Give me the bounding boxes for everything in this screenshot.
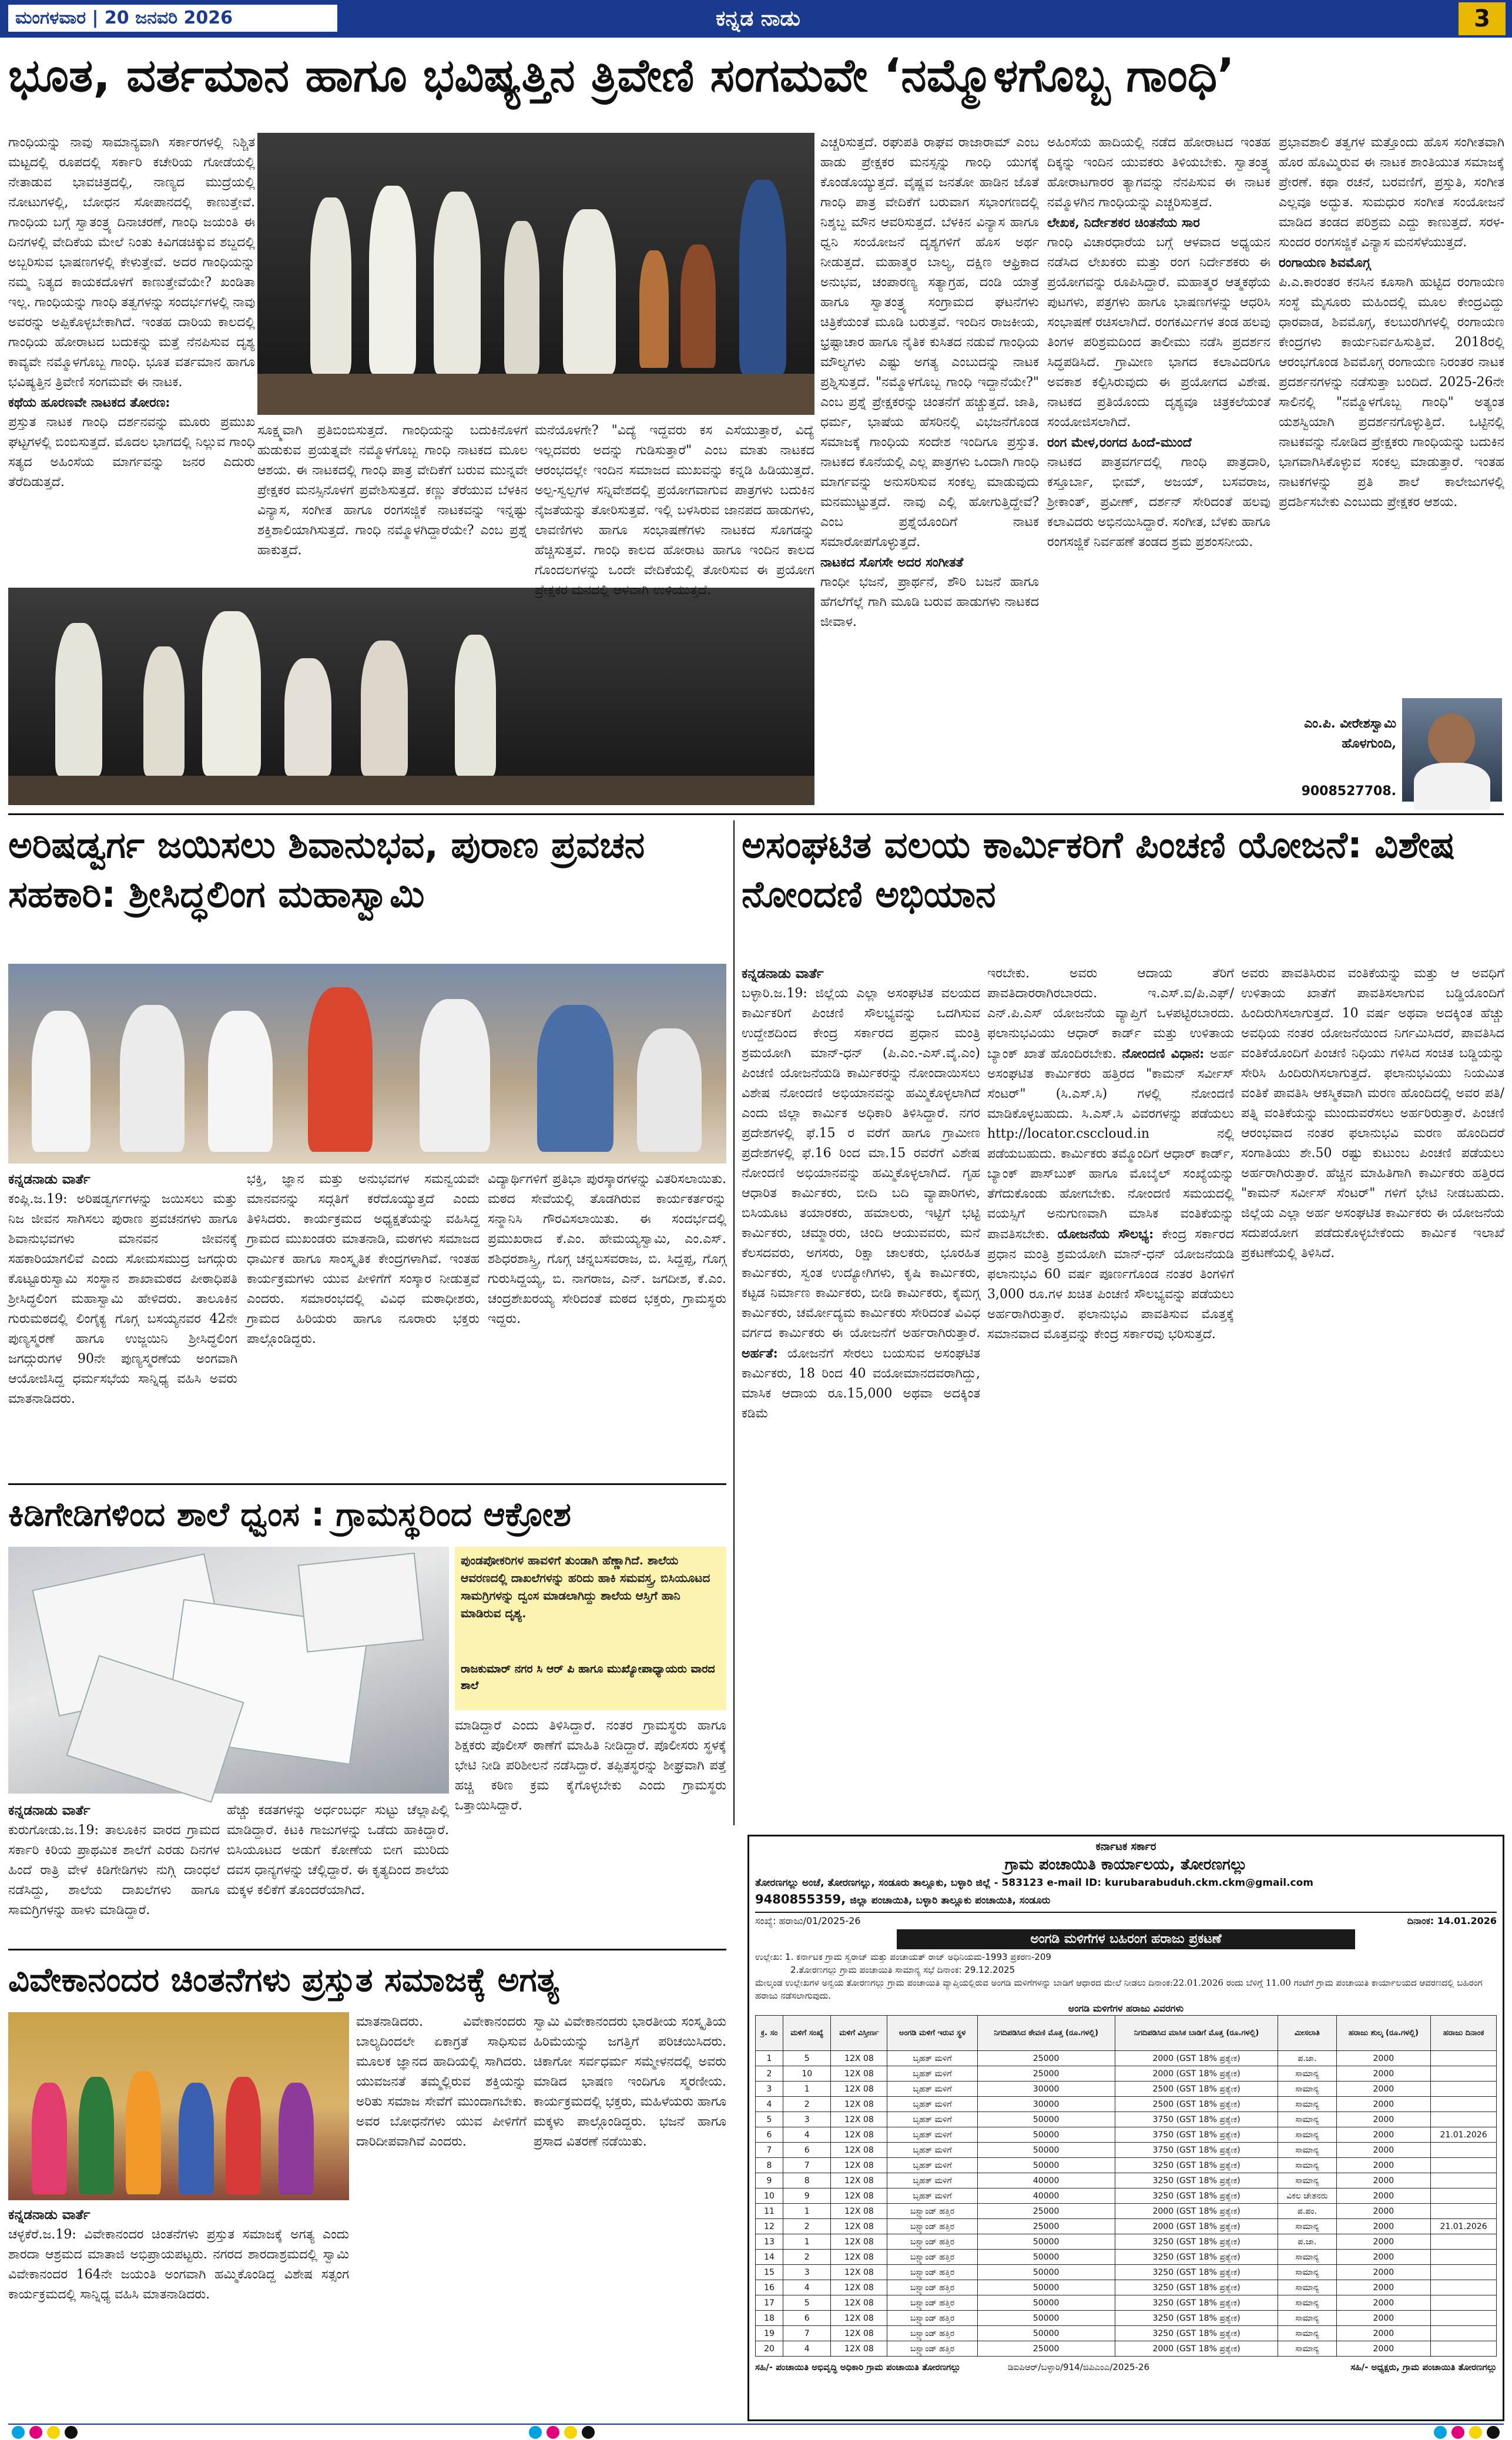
tender-cell: 12X 08 [831, 2204, 887, 2219]
tender-sign-left: ಸಹಿ/- ಪಂಚಾಯಿತಿ ಅಭಿವೃದ್ಧಿ ಅಧಿಕಾರಿ ಗ್ರಾಮ ಪಂಚಾಯಿತಿ ತೋರಣಗಲ್ಲು [755, 2362, 961, 2372]
registration-dot-black-3 [1487, 2426, 1500, 2439]
tender-cell: ಪ.ಜಾ. [1278, 2234, 1336, 2250]
tender-cell: ಸಾಮಾನ್ಯ [1278, 2326, 1336, 2341]
tender-col-header: ಅಂಗಡಿ ಮಳಿಗೆ ಇರುವ ಸ್ಥಳ [887, 2016, 977, 2051]
tender-cell: ಸಾಮಾನ್ಯ [1278, 2082, 1336, 2097]
story3-col2: ಇರಬೇಕು. ಅವರು ಆದಾಯ ತೆರಿಗೆ ಪಾವತಿದಾರರಾಗಿರಬಾರದು. ಇ.ಎಸ್.ಐ/ಪಿ.ಎಫ್/ಎನ್.ಪಿ.ಎಸ್ ಯೋಜನೆಯ ವ್ಯಾಪ್ತಿಗೆ ಒಳಪಟ್ಟಿರಬಾರದು. ಫಲಾನುಭವಿಯು ಆಧಾರ್ ಕಾರ್ಡ್ ಮತ್ತು ಉಳಿತಾಯ ಬ್ಯಾಂಕ್ ಖಾತೆ ಹೊಂದಿರಬೇಕು. ನೋಂದಣಿ ವಿಧಾನ: ಅರ್ಹ ಅಸಂಘಟಿತ ಕಾರ್ಮಿಕರು ಹತ್ತಿರದ "ಕಾಮನ್ ಸರ್ವೀಸ್ ಸೆಂಟರ್" (ಸಿ.ಎಸ್.ಸಿ) ಗಳಲ್ಲಿ ನೋಂದಣಿ ಮಾಡಿಕೊಳ್ಳಬಹುದು. ಸಿ.ಎಸ್.ಸಿ ವಿವರಗಳನ್ನು ಪಡೆಯಲು http://locator.csccloud.in ನಲ್ಲಿ ಪಡೆಯಬಹುದು. ಕಾರ್ಮಿಕರು ತಮ್ಮೊಂದಿಗೆ ಆಧಾರ್ ಕಾರ್ಡ್, ಬ್ಯಾಂಕ್ ಪಾಸ್‌ಬುಕ್ ಹಾಗೂ ಮೊಬೈಲ್ ಸಂಖ್ಯೆಯನ್ನು ತೆಗೆದುಕೊಂಡು ಹೋಗಬೇಕು. ನೋಂದಣಿ ಸಮಯದಲ್ಲಿ ವಯಸ್ಸಿಗೆ ಅನುಗುಣವಾಗಿ ಮಾಸಿಕ ವಂತಿಕೆಯನ್ನು ಪಾವತಿಸಬೇಕು. ಯೋಜನೆಯ ಸೌಲಭ್ಯ: ಕೇಂದ್ರ ಸರ್ಕಾರದ ಪ್ರಧಾನ ಮಂತ್ರಿ ಶ್ರಮಯೋಗಿ ಮಾನ್-ಧನ್ ಯೋಜನೆಯಡಿ ಫಲಾನುಭವಿ 60 ವರ್ಷ ಪೂರ್ಣಗೊಂಡ ನಂತರ ತಿಂಗಳಿಗೆ 3,000 ರೂ.ಗಳ ಖಚಿತ ಪಿಂಚಣಿ ಸೌಲಭ್ಯವನ್ನು ಪಡೆಯಲು ಅರ್ಹರಾಗಿರುತ್ತಾರೆ. ಫಲಾನುಭವಿ ಪಾವತಿಸುವ ಮೊತ್ತಕ್ಕೆ ಸಮಾನವಾದ ಮೊತ್ತವನ್ನು ಕೇಂದ್ರ ಸರ್ಕಾರವು ಭರಿಸುತ್ತದೆ. [987, 966, 1234, 1342]
tender-cell: 50000 [977, 2280, 1115, 2295]
lead-col1: ಗಾಂಧಿಯನ್ನು ನಾವು ಸಾಮಾನ್ಯವಾಗಿ ಸರ್ಕಾರಗಳಲ್ಲಿ ನಿಶ್ಚಿತ ಮಟ್ಟದಲ್ಲಿ ರೂಪದಲ್ಲಿ ಸರ್ಕಾರಿ ಕಚೇರಿಯ ಗೋಡೆಯಲ್ಲಿ ನೇತಾಡುವ ಭಾವಚಿತ್ರದಲ್ಲಿ, ನಾಣ್ಯದ ಮುದ್ರೆಯಲ್ಲಿ ನೋಟುಗಳಲ್ಲಿ, ಬೋಧನ ಸೋಪಾನದಲ್ಲಿ ಕಾಣುತ್ತೇವೆ. ಗಾಂಧಿಯ ಬಗ್ಗೆ ಸ್ವಾತಂತ್ರ್ಯ ದಿನಾಚರಣೆ, ಗಾಂಧಿ ಜಯಂತಿ ಈ ದಿನಗಳಲ್ಲಿ ವೇದಿಕೆಯ ಮೇಲೆ ನಿಂತು ಕಿವಿಗಡಚಿಕ್ಕುವ ಶಬ್ದದಲ್ಲಿ ಅಬ್ಬರಿಸುವ ಭಾಷಣಗಳಲ್ಲಿ ಕೇಳುತ್ತೇವೆ. ಅದರ ಗಾಂಧಿಯನ್ನು ನಮ್ಮ ನಿತ್ಯದ ಕಾಯಕದೊಳಗೆ ಕಾಣುತ್ತೇವೆಯೇ? ಖಂಡಿತಾ ಇಲ್ಲ. ಗಾಂಧಿಯನ್ನು ಗಾಂಧಿ ತತ್ವಗಳನ್ನು ಸಂದರ್ಭಗಳಲ್ಲಿ ನಾವು ಅವರನ್ನು ಅಪ್ಪಿಕೊಳ್ಳಬೇಕಾಗಿದೆ. ಇಂತಹ ದಾರಿಯ ಕಾಲದಲ್ಲಿ ಗಾಂಧಿಯ ಹೋರಾಟದ ಬದುಕನ್ನು ಮತ್ತೆ ನೆನಪಿಸುವ ದೃಶ್ಯ ಕಾವ್ಯವೇ ನಮ್ಮೊಳಗೊಬ್ಬ ಗಾಂಧಿ. ಭೂತ ವರ್ತಮಾನ ಹಾಗೂ ಭವಿಷ್ಯತ್ತಿನ ತ್ರಿವೇಣಿ ಸಂಗಮವೇ ಈ ನಾಟಕ. ಕಥೆಯ ಹೂರಣವೇ ನಾಟಕದ ತೋರಣ: ಪ್ರಸ್ತುತ ನಾಟಕ ಗಾಂಧಿ ದರ್ಶನವನ್ನು ಮೂರು ಪ್ರಮುಖ ಘಟ್ಟಗಳಲ್ಲಿ ಬಿಂಬಿಸುತ್ತದೆ. ಮೊದಲ ಭಾಗದಲ್ಲಿ ನಿಲ್ಲುವ ಗಾಂಧಿ ಸತ್ಯದ ಅಹಿಂಸೆಯ ಮಾರ್ಗವನ್ನು ಜನರ ಎದುರು ತೆರೆದಿಡುತ್ತದೆ. [8, 135, 255, 490]
tender-cell: 17 [756, 2295, 783, 2311]
tender-taluk: ಜಿಲ್ಲಾ ಪಂಚಾಯಿತಿ, ಬಳ್ಳಾರಿ ತಾಲ್ಲೂಕು ಪಂಚಾಯಿತಿ, ಸಂಡೂರು [850, 1895, 1051, 1906]
tender-cell: 21.01.2026 [1431, 2127, 1497, 2143]
tender-cell: 12X 08 [831, 2127, 887, 2143]
tender-row [756, 2265, 1497, 2280]
tender-govt: ಕರ್ನಾಟಕ ಸರ್ಕಾರ [1095, 1841, 1156, 1853]
tender-cell: 2000 [1336, 2341, 1431, 2357]
tender-cell: 3750 (GST 18% ಪ್ರತ್ಯೇಕ) [1115, 2143, 1278, 2158]
story5-col3: ಸ್ವಾಮಿ ವಿವೇಕಾನಂದರು ಭಾರತೀಯ ಸಂಸ್ಕೃತಿಯ ಹಿರಿಮೆಯನ್ನು ಜಗತ್ತಿಗೆ ಪರಿಚಯಿಸಿದರು. ಚಿಕಾಗೋ ಸರ್ವಧರ್ಮ ಸಮ್ಮೇಳನದಲ್ಲಿ ಅವರು ಮಾಡಿದ ಭಾಷಣ ಇಂದಿಗೂ ಸ್ಮರಣೀಯ. ಕಾರ್ಯಕ್ರಮದಲ್ಲಿ ಭಕ್ತರು, ಮಹಿಳೆಯರು ಹಾಗೂ ಮಕ್ಕಳು ಪಾಲ್ಗೊಂಡಿದ್ದರು. ಭಜನೆ ಹಾಗೂ ಪ್ರಸಾದ ವಿತರಣೆ ನಡೆಯಿತು. [534, 2015, 726, 2149]
section-divider-3 [8, 1949, 726, 1950]
tender-cell: 7 [783, 2326, 831, 2341]
tender-row [756, 2311, 1497, 2326]
tender-cell: 2000 [1336, 2173, 1431, 2188]
tender-cell: 50000 [977, 2112, 1115, 2127]
tender-cell [1431, 2326, 1497, 2341]
author-phone: 9008527708. [1301, 784, 1396, 799]
tender-cell: 3 [756, 2082, 783, 2097]
tender-cell: 12X 08 [831, 2311, 887, 2326]
registration-dot-black [65, 2426, 78, 2439]
story3-subhead-benefits: ಯೋಜನೆಯ ಸೌಲಭ್ಯ: [1057, 1226, 1154, 1242]
tender-cell: 25000 [977, 2066, 1115, 2082]
tender-cell: 2000 [1336, 2204, 1431, 2219]
tender-row [756, 2051, 1497, 2066]
tender-cell: 12X 08 [831, 2234, 887, 2250]
tender-cell: ಸಾಮಾನ್ಯ [1278, 2097, 1336, 2112]
tender-cell: 9 [783, 2188, 831, 2204]
registration-dot-cyan-3 [1434, 2426, 1447, 2439]
tender-cell: 3250 (GST 18% ಪ್ರತ್ಯೇಕ) [1115, 2158, 1278, 2173]
tender-cell: ಸಾಮಾನ್ಯ [1278, 2280, 1336, 2295]
tender-cell: 2 [783, 2250, 831, 2265]
tender-cell: 50000 [977, 2250, 1115, 2265]
tender-cell: 12X 08 [831, 2219, 887, 2234]
lead-photo-stage-1 [257, 133, 814, 415]
registration-dot-yellow [47, 2426, 60, 2439]
tender-cell: ಸಾಮಾನ್ಯ [1278, 2341, 1336, 2357]
tender-cell: 3250 (GST 18% ಪ್ರತ್ಯೇಕ) [1115, 2188, 1278, 2204]
tender-cell: 2000 (GST 18% ಪ್ರತ್ಯೇಕ) [1115, 2051, 1278, 2066]
tender-cell: 25000 [977, 2341, 1115, 2357]
tender-cell: 8 [783, 2173, 831, 2188]
tender-row [756, 2097, 1497, 2112]
tender-cell: 3250 (GST 18% ಪ್ರತ್ಯೇಕ) [1115, 2265, 1278, 2280]
tender-address: ತೋರಣಗಲ್ಲು ಅಂಚೆ, ತೋರಣಗಲ್ಲು, ಸಂಡೂರು ತಾಲ್ಲೂಕು, ಬಳ್ಳಾರಿ ಜಿಲ್ಲೆ - 583123 e-mail ID: kurubarabuduh.ckm.ckm@gmail.com [755, 1877, 1314, 1889]
tender-cell: 3250 (GST 18% ಪ್ರತ್ಯೇಕ) [1115, 2311, 1278, 2326]
tender-cell: 2000 (GST 18% ಪ್ರತ್ಯೇಕ) [1115, 2204, 1278, 2219]
tender-cell: ಬೃಹತ್ ಮಳಿಗೆ [887, 2188, 977, 2204]
tender-cell: 1 [756, 2051, 783, 2066]
tender-cell: ಸಾಮಾನ್ಯ [1278, 2173, 1336, 2188]
tender-cell: ಬಸ್ಟ್ಯಾಂಡ್ ಹತ್ತಿರ [887, 2219, 977, 2234]
tender-title: ಅಂಗಡಿ ಮಳಿಗೆಗಳ ಬಹಿರಂಗ ಹರಾಜು ಪ್ರಕಟಣೆ [897, 1929, 1355, 1949]
tender-cell: ಬೃಹತ್ ಮಳಿಗೆ [887, 2143, 977, 2158]
tender-cell: 12X 08 [831, 2158, 887, 2173]
tender-cell [1431, 2082, 1497, 2097]
masthead-date: ಮಂಗಳವಾರ | 20 ಜನವರಿ 2026 [8, 5, 337, 32]
lead-photo-stage-2 [8, 588, 814, 805]
tender-cell: ಬಸ್ಟ್ಯಾಂಡ್ ಹತ್ತಿರ [887, 2295, 977, 2311]
tender-cell: 2000 [1336, 2066, 1431, 2082]
page-number-badge: 3 [1459, 2, 1506, 35]
tender-cell: 3250 (GST 18% ಪ್ರತ್ಯೇಕ) [1115, 2250, 1278, 2265]
tender-cell: 12 [756, 2219, 783, 2234]
tender-cell: 50000 [977, 2326, 1115, 2341]
tender-row [756, 2127, 1497, 2143]
tender-cell [1431, 2234, 1497, 2250]
tender-cell: 12X 08 [831, 2112, 887, 2127]
tender-cell: 10 [783, 2066, 831, 2082]
tender-cell: 30000 [977, 2097, 1115, 2112]
lead-headline: ಭೂತ, ವರ್ತಮಾನ ಹಾಗೂ ಭವಿಷ್ಯತ್ತಿನ ತ್ರಿವೇಣಿ ಸಂಗಮವೇ ‘ನಮ್ಮೊಳಗೊಬ್ಬ ಗಾಂಧಿ’ [8, 49, 1235, 102]
tender-ref-line [755, 1912, 1497, 1928]
registration-dot-yellow-3 [1469, 2426, 1482, 2439]
tender-cell: 12X 08 [831, 2082, 887, 2097]
tender-cell: ಬೃಹತ್ ಮಳಿಗೆ [887, 2112, 977, 2127]
author-name: ಎಂ.ಪಿ. ವೀರೇಶಸ್ವಾಮಿ ಹೊಳಗುಂದಿ, [1304, 716, 1396, 751]
tender-cell [1431, 2173, 1497, 2188]
tender-cell [1431, 2341, 1497, 2357]
tender-cell: ಪ.ಜಾ. [1278, 2051, 1336, 2066]
tender-cell: ಸಾಮಾನ್ಯ [1278, 2158, 1336, 2173]
section-divider-2 [8, 1483, 726, 1485]
tender-cell: 12X 08 [831, 2326, 887, 2341]
tender-cell: 2000 [1336, 2082, 1431, 2097]
tender-cell: 2000 (GST 18% ಪ್ರತ್ಯೇಕ) [1115, 2066, 1278, 2082]
tender-cell: 12X 08 [831, 2265, 887, 2280]
tender-col-header: ಮೀಸಲಾತಿ [1278, 2016, 1336, 2051]
tender-cell: 2000 [1336, 2219, 1431, 2234]
tender-ullekha-2: 2.ತೋರಣಗಲ್ಲು ಗ್ರಾಮ ಪಂಚಾಯಿತಿ ಸಾಮಾನ್ಯ ಸಭೆ ದಿನಾಂಕ: 29.12.2025 [790, 1965, 1015, 1975]
story2-headline: ಅರಿಷಡ್ವರ್ಗ ಜಯಿಸಲು ಶಿವಾನುಭವ, ಪುರಾಣ ಪ್ರವಚನ ಸಹಕಾರಿ: ಶ್ರೀಸಿದ್ಧಲಿಂಗ ಮಹಾಸ್ವಾಮಿ [8, 823, 645, 916]
tender-cell: 7 [756, 2143, 783, 2158]
tender-cell: ಬೃಹತ್ ಮಳಿಗೆ [887, 2127, 977, 2143]
tender-cell: 7 [783, 2158, 831, 2173]
tender-cell: ಬಸ್ಟ್ಯಾಂಡ್ ಹತ್ತಿರ [887, 2311, 977, 2326]
tender-cell: 6 [756, 2127, 783, 2143]
tender-cell: 6 [783, 2143, 831, 2158]
tender-cell: 18 [756, 2311, 783, 2326]
author-photo [1402, 698, 1502, 802]
tender-cell: ಬೃಹತ್ ಮಳಿಗೆ [887, 2173, 977, 2188]
tender-cell: 2 [783, 2219, 831, 2234]
registration-dot-magenta-2 [547, 2426, 559, 2439]
tender-row [756, 2143, 1497, 2158]
story2-col3: ವಿದ್ಯಾರ್ಥಿಗಳಿಗೆ ಪ್ರತಿಭಾ ಪುರಸ್ಕಾರಗಳನ್ನು ವಿತರಿಸಲಾಯಿತು. ಮಠದ ಸೇವೆಯಲ್ಲಿ ತೊಡಗಿರುವ ಕಾರ್ಯಕರ್ತರನ್ನು ಸನ್ಮಾನಿಸಿ ಗೌರವಿಸಲಾಯಿತು. ಈ ಸಂದರ್ಭದಲ್ಲಿ ಪ್ರಮುಖರಾದ ಕೆ.ಎಂ. ಹೇಮಯ್ಯಸ್ವಾಮಿ, ಎಂ.ಎಸ್. ಶಶಿಧರಶಾಸ್ತ್ರಿ, ಗೊಗ್ಗ ಚನ್ನಬಸವರಾಜ, ಬಿ. ಸಿದ್ದಪ್ಪ, ಗೊಗ್ಗ ಗುರುಸಿದ್ದಯ್ಯ, ಬಿ. ನಾಗರಾಜ, ಎನ್. ಜಗದೀಶ, ಕೆ.ಎಂ. ಚಂದ್ರಶೇಖರಯ್ಯ ಸೇರಿದಂತೆ ಮಠದ ಭಕ್ತರು, ಗ್ರಾಮಸ್ಥರು ಇದ್ದರು. [488, 1172, 726, 1326]
tender-table [755, 2015, 1497, 2357]
tender-cell: 1 [783, 2082, 831, 2097]
tender-cell: ಸಾಮಾನ್ಯ [1278, 2143, 1336, 2158]
tender-cell: ಬಸ್ಟ್ಯಾಂಡ್ ಹತ್ತಿರ [887, 2234, 977, 2250]
tender-cell: 50000 [977, 2295, 1115, 2311]
tender-cell: 2 [756, 2066, 783, 2082]
tender-cell: 3250 (GST 18% ಪ್ರತ್ಯೇಕ) [1115, 2173, 1278, 2188]
story4-caption-credit: ರಾಜಕುಮಾರ್ ನಗರ ಸಿ ಆರ್ ಪಿ ಹಾಗೂ ಮುಖ್ಯೋಪಾಧ್ಯಾಯರು ವಾರದ ಶಾಲೆ [461, 1663, 715, 1692]
tender-cell: ಸಾಮಾನ್ಯ [1278, 2250, 1336, 2265]
lead-col5: ಪ್ರಭಾವಶಾಲಿ ತತ್ವಗಳ ಮತ್ತೊಂದು ಹೊಸ ಸಂಗೀತವಾಗಿ ಹೊರ ಹೊಮ್ಮಿರುವ ಈ ನಾಟಕ ಶಾಂತಿಯುತ ಸಮಾಜಕ್ಕೆ ಪ್ರೇರಣೆ. ಕಥಾ ರಚನೆ, ಬರವಣಿಗೆ, ಪ್ರಸ್ತುತಿ, ಸಂಗೀತ ಎಲ್ಲವೂ ಅದ್ಭುತ. ಸುಮಧುರ ಸಂಗೀತ ಸಂಯೋಜನೆ ಮಾಡಿದ ತಂಡದ ಪರಿಶ್ರಮ ಎದ್ದು ಕಾಣುತ್ತದೆ. ಸರಳ-ಸುಂದರ ರಂಗಸಜ್ಜಿಕೆ ವಿನ್ಯಾಸ ಮನಸೆಳೆಯುತ್ತದೆ. ರಂಗಾಯಣ ಶಿವಮೊಗ್ಗ ಪಿ.ಎ.ಕಾರಂತರ ಕನಸಿನ ಕೂಸಾಗಿ ಹುಟ್ಟಿದ ರಂಗಾಯಣ ಸಂಸ್ಥೆ ಮೈಸೂರು ಮಹಿಂದಲ್ಲಿ ಮೂಲ ಕೇಂದ್ರವಿದ್ದು ಧಾರವಾಡ, ಶಿವಮೊಗ್ಗ, ಕಲಬುರಗಿಗಳಲ್ಲಿ ರಂಗಾಯಣ ಕೇಂದ್ರಗಳು ಕಾರ್ಯನಿರ್ವಹಿಸುತ್ತಿವೆ. 2018ರಲ್ಲಿ ಆರಂಭಗೊಂಡ ಶಿವಮೊಗ್ಗ ರಂಗಾಯಣ ನಿರಂತರ ನಾಟಕ ಪ್ರದರ್ಶನಗಳನ್ನು ನಡೆಸುತ್ತಾ ಬಂದಿದೆ. 2025-26ನೇ ಸಾಲಿನಲ್ಲಿ "ನಮ್ಮೊಳಗೊಬ್ಬ ಗಾಂಧಿ" ಅತ್ಯಂತ ಯಶಸ್ವಿಯಾಗಿ ಪ್ರದರ್ಶನಗೊಳ್ಳುತ್ತಿದೆ. ಒಟ್ಟಿನಲ್ಲಿ ನಾಟಕವನ್ನು ನೋಡಿದ ಪ್ರೇಕ್ಷಕರು ಗಾಂಧಿಯನ್ನು ಬದುಕಿನ ಭಾಗವಾಗಿಸಿಕೊಳ್ಳುವ ಸಂಕಲ್ಪ ಮಾಡುತ್ತಾರೆ. ಇಂತಹ ನಾಟಕಗಳನ್ನು ಪ್ರತಿ ಶಾಲೆ ಕಾಲೇಜುಗಳಲ್ಲಿ ಪ್ರದರ್ಶಿಸಬೇಕು ಎಂಬುದು ಪ್ರೇಕ್ಷಕರ ಆಶಯ. [1279, 135, 1504, 510]
tender-table-title: ಅಂಗಡಿ ಮಳಿಗೆಗಳ ಹರಾಜು ವಿವರಗಳು [1068, 2003, 1184, 2014]
tender-cell: ಸಾಮಾನ್ಯ [1278, 2112, 1336, 2127]
tender-cell: 1 [783, 2204, 831, 2219]
story2-photo [8, 964, 726, 1164]
lead-subhead-1: ಕಥೆಯ ಹೂರಣವೇ ನಾಟಕದ ತೋರಣ: [8, 395, 170, 410]
tender-cell: 50000 [977, 2143, 1115, 2158]
lead-subhead-2: ಲೇಖಕ, ನಿರ್ದೇಶಕರ ಚಿಂತನೆಯ ಸಾರ [1047, 215, 1200, 230]
tender-row [756, 2204, 1497, 2219]
tender-cell: 2000 [1336, 2127, 1431, 2143]
tender-cell: 20 [756, 2341, 783, 2357]
tender-notice [747, 1835, 1504, 2421]
tender-cell: ಸಾಮಾನ್ಯ [1278, 2295, 1336, 2311]
tender-cell: 11 [756, 2204, 783, 2219]
tender-col-header: ಹರಾಜು ದಿನಾಂಕ [1431, 2016, 1497, 2051]
lead-subhead-music: ನಾಟಕದ ಸೊಗಸೇ ಅದರ ಸಂಗೀತತೆ [820, 555, 964, 570]
tender-ullekha-1: ಉಲ್ಲೇಖ: 1. ಕರ್ನಾಟಕ ಗ್ರಾಮ ಸ್ವರಾಜ್ ಮತ್ತು ಪಂಚಾಯತ್ ರಾಜ್ ಅಧಿನಿಯಮ-1993 ಪ್ರಕರಣ-209 [755, 1952, 1051, 1962]
story4-caption-box [455, 1547, 726, 1710]
tender-cell: 12X 08 [831, 2341, 887, 2357]
story3-headline: ಅಸಂಘಟಿತ ವಲಯ ಕಾರ್ಮಿಕರಿಗೆ ಪಿಂಚಣಿ ಯೋಜನೆ: ವಿಶೇಷ ನೋಂದಣಿ ಅಭಿಯಾನ [742, 823, 1455, 916]
lead-col2b: ಮನೆಯೊಳಗೇ? "ವಿದ್ಯೆ ಇದ್ದವರು ಕಸ ಎಸೆಯುತ್ತಾರೆ, ವಿದ್ಯೆ ಇಲ್ಲದವರು ಅದನ್ನು ಗುಡಿಸುತ್ತಾರೆ" ಎಂಬ ಮಾತು ನಾಟಕದ ಆರಂಭದಲ್ಲೇ ಇಂದಿನ ಸಮಾಜದ ಮುಖವನ್ನು ಕನ್ನಡಿ ಹಿಡಿಯುತ್ತದೆ. ಅಲ್ಪ-ಸ್ವಲ್ಪಗಳ ಸನ್ನಿವೇಶದಲ್ಲಿ ಪ್ರಯೋಗವಾಗುವ ಪಾತ್ರಗಳು ಬದುಕಿನ ನೈಜತೆಯನ್ನು ತೋರಿಸುತ್ತವೆ. ಇಲ್ಲಿ ಬಳಸಿರುವ ಜಾನಪದ ಹಾಡುಗಳು, ಲಾವಣಿಗಳು ಹಾಗೂ ಸಂಭಾಷಣೆಗಳು ನಾಟಕದ ಸೊಗಡನ್ನು ಹೆಚ್ಚಿಸುತ್ತವೆ. ಗಾಂಧಿ ಕಾಲದ ಹೋರಾಟ ಹಾಗೂ ಇಂದಿನ ಕಾಲದ ಗೊಂದಲಗಳನ್ನು ಒಂದೇ ವೇದಿಕೆಯಲ್ಲಿ ತೋರಿಸುವ ಈ ಪ್ರಯೋಗ ಪ್ರೇಕ್ಷಕರ ಮನದಲ್ಲಿ ಆಳವಾಗಿ ಉಳಿಯುತ್ತದೆ. [535, 423, 814, 598]
tender-cell: ಸಾಮಾನ್ಯ [1278, 2066, 1336, 2082]
tender-cell: 1 [783, 2234, 831, 2250]
tender-cell: 50000 [977, 2127, 1115, 2143]
tender-cell: 5 [783, 2295, 831, 2311]
tender-cell: 50000 [977, 2311, 1115, 2326]
registration-dot-yellow-2 [564, 2426, 577, 2439]
footer-rule [8, 2424, 1504, 2425]
tender-cell [1431, 2188, 1497, 2204]
tender-cell: 2000 [1336, 2143, 1431, 2158]
tender-cell: 30000 [977, 2082, 1115, 2097]
tender-cell: 12X 08 [831, 2051, 887, 2066]
tender-cell [1431, 2112, 1497, 2127]
tender-cell: 12X 08 [831, 2295, 887, 2311]
tender-cell: 2500 (GST 18% ಪ್ರತ್ಯೇಕ) [1115, 2082, 1278, 2097]
story5-col2: ಮಾತನಾಡಿದರು. ವಿವೇಕಾನಂದರು ಬಾಲ್ಯದಿಂದಲೇ ಏಕಾಗ್ರತೆ ಸಾಧಿಸುವ ಮೂಲಕ ಜ್ಞಾನದ ಹಾದಿಯಲ್ಲಿ ಸಾಗಿದರು. ಯುವಜನತೆ ತಮ್ಮಲ್ಲಿರುವ ಶಕ್ತಿಯನ್ನು ಅರಿತು ಸಮಾಜ ಸೇವೆಗೆ ಮುಂದಾಗಬೇಕು. ಅವರ ಬೋಧನೆಗಳು ಯುವ ಪೀಳಿಗೆಗೆ ದಾರಿದೀಪವಾಗಿವೆ ಎಂದರು. [356, 2015, 527, 2149]
tender-cell [1431, 2143, 1497, 2158]
lead-subhead-3: ರಂಗ ಮೇಳ,ರಂಗದ ಹಿಂದೆ-ಮುಂದೆ [1047, 435, 1192, 450]
story5-byline: ಕನ್ನಡನಾಡು ವಾರ್ತೆ [8, 2207, 90, 2223]
tender-cell: ಸಾಮಾನ್ಯ [1278, 2265, 1336, 2280]
tender-cell: 13 [756, 2234, 783, 2250]
tender-cell: ಸಾಮಾನ್ಯ [1278, 2127, 1336, 2143]
story5-photo [8, 2012, 349, 2200]
tender-cell: 6 [783, 2311, 831, 2326]
tender-cell: 2000 [1336, 2112, 1431, 2127]
tender-sign-mid: ಡಿಐಪಿಆರ್/ಬಳ್ಳಾರಿ/914/ಜಿಪಿಎಂಎ/2025-26 [1008, 2362, 1150, 2372]
story4-byline: ಕನ್ನಡನಾಡು ವಾರ್ತೆ [8, 1803, 90, 1818]
tender-cell: 12X 08 [831, 2097, 887, 2112]
tender-row [756, 2082, 1497, 2097]
tender-cell: 2500 (GST 18% ಪ್ರತ್ಯೇಕ) [1115, 2097, 1278, 2112]
tender-cell: 25000 [977, 2219, 1115, 2234]
tender-cell: 2000 (GST 18% ಪ್ರತ್ಯೇಕ) [1115, 2219, 1278, 2234]
tender-cell [1431, 2250, 1497, 2265]
tender-row [756, 2188, 1497, 2204]
tender-cell: 10 [756, 2188, 783, 2204]
masthead-paper-name: ಕನ್ನಡ ನಾಡು [716, 6, 800, 31]
tender-signatures [755, 2361, 1497, 2397]
tender-cell: 2000 (GST 18% ಪ್ರತ್ಯೇಕ) [1115, 2341, 1278, 2357]
tender-cell: 3750 (GST 18% ಪ್ರತ್ಯೇಕ) [1115, 2127, 1278, 2143]
tender-cell: ಬೃಹತ್ ಮಳಿಗೆ [887, 2097, 977, 2112]
tender-cell: 3250 (GST 18% ಪ್ರತ್ಯೇಕ) [1115, 2234, 1278, 2250]
tender-row [756, 2066, 1497, 2082]
tender-row [756, 2173, 1497, 2188]
tender-cell: ಬಸ್ಟ್ಯಾಂಡ್ ಹತ್ತಿರ [887, 2250, 977, 2265]
tender-cell: 8 [756, 2158, 783, 2173]
tender-cell: ಬಸ್ಟ್ಯಾಂಡ್ ಹತ್ತಿರ [887, 2280, 977, 2295]
story4-col1: ಕುರುಗೋಡು.ಜ.19: ತಾಲೂಕಿನ ವಾರದ ಗ್ರಾಮದ ಸರ್ಕಾರಿ ಕಿರಿಯ ಪ್ರಾಥಮಿಕ ಶಾಲೆಗೆ ಎರಡು ದಿನಗಳ ಹಿಂದೆ ರಾತ್ರಿ ವೇಳೆ ಕಿಡಿಗೇಡಿಗಳು ನುಗ್ಗಿ ದಾಂಧಲೆ ನಡೆಸಿದ್ದು, ಶಾಲೆಯ ದಾಖಲೆಗಳು ಹಾಗೂ ಸಾಮಗ್ರಿಗಳನ್ನು ಹಾಳು ಮಾಡಿದ್ದಾರೆ. [8, 1823, 220, 1918]
tender-date: ದಿನಾಂಕ: 14.01.2026 [1407, 1915, 1497, 1926]
tender-cell [1431, 2066, 1497, 2082]
story5-col1: ಚಳ್ಳಕೆರೆ.ಜ.19: ವಿವೇಕಾನಂದರ ಚಿಂತನೆಗಳು ಪ್ರಸ್ತುತ ಸಮಾಜಕ್ಕೆ ಅಗತ್ಯ ಎಂದು ಶಾರದಾ ಆಶ್ರಮದ ಮಾತಾಜಿ ಅಭಿಪ್ರಾಯಪಟ್ಟರು. ನಗರದ ಶಾರದಾಶ್ರಮದಲ್ಲಿ ಸ್ವಾಮಿ ವಿವೇಕಾನಂದರ 164ನೇ ಜಯಂತಿ ಅಂಗವಾಗಿ ಹಮ್ಮಿಕೊಂಡಿದ್ದ ವಿಶೇಷ ಸತ್ಸಂಗ ಕಾರ್ಯಕ್ರಮದಲ್ಲಿ ಸಾನ್ನಿಧ್ಯ ವಹಿಸಿ ಮಾತನಾಡಿದರು. [8, 2227, 349, 2302]
tender-cell: ಬೃಹತ್ ಮಳಿಗೆ [887, 2051, 977, 2066]
tender-cell: 2000 [1336, 2234, 1431, 2250]
tender-cell: 3750 (GST 18% ಪ್ರತ್ಯೇಕ) [1115, 2112, 1278, 2127]
tender-ref: ಸಂಖ್ಯೆ: ಹರಾಜು/01/2025-26 [755, 1915, 861, 1926]
tender-cell: ಬಸ್ಟ್ಯಾಂಡ್ ಹತ್ತಿರ [887, 2341, 977, 2357]
story4-col3: ಮಾಡಿದ್ದಾರೆ ಎಂದು ತಿಳಿಸಿದ್ದಾರೆ. ನಂತರ ಗ್ರಾಮಸ್ಥರು ಹಾಗೂ ಶಿಕ್ಷಕರು ಪೊಲೀಸ್ ಠಾಣೆಗೆ ಮಾಹಿತಿ ನೀಡಿದ್ದಾರೆ. ಪೊಲೀಸರು ಸ್ಥಳಕ್ಕೆ ಭೇಟಿ ನೀಡಿ ಪರಿಶೀಲನೆ ನಡೆಸಿದ್ದಾರೆ. ತಪ್ಪಿತಸ್ಥರನ್ನು ಶೀಘ್ರವಾಗಿ ಪತ್ತೆ ಹಚ್ಚಿ ಕಠಿಣ ಕ್ರಮ ಕೈಗೊಳ್ಳಬೇಕು ಎಂದು ಗ್ರಾಮಸ್ಥರು ಒತ್ತಾಯಿಸಿದ್ದಾರೆ. [455, 1718, 726, 1813]
registration-dot-magenta [29, 2426, 42, 2439]
tender-row [756, 2234, 1497, 2250]
tender-cell: ಸಾಮಾನ್ಯ [1278, 2311, 1336, 2326]
tender-cell: 3250 (GST 18% ಪ್ರತ್ಯೇಕ) [1115, 2280, 1278, 2295]
tender-col-header: ಹರಾಜು ಶುಲ್ಕ (ರೂ.ಗಳಲ್ಲಿ) [1336, 2016, 1431, 2051]
tender-table-header [756, 2016, 1497, 2051]
tender-col-header: ನಿಗದಿಪಡಿಸಿದ ಮಾಸಿಕ ಬಾಡಿಗೆ ಮೊತ್ತ (ರೂ.ಗಳಲ್ಲಿ) [1115, 2016, 1278, 2051]
story2-byline: ಕನ್ನಡನಾಡು ವಾರ್ತೆ [8, 1172, 90, 1187]
tender-sign-right: ಸಹಿ/- ಅಧ್ಯಕ್ಷರು, ಗ್ರಾಮ ಪಂಚಾಯಿತಿ ತೋರಣಗಲ್ಲು [1350, 2362, 1497, 2372]
tender-cell: 12X 08 [831, 2173, 887, 2188]
story4-col2: ಹೆಚ್ಚು ಕಡತಗಳನ್ನು ಅರ್ಧಂಬರ್ಧ ಸುಟ್ಟು ಚೆಲ್ಲಾಪಿಲ್ಲಿ ಮಾಡಿದ್ದಾರೆ. ಕಿಟಕಿ ಗಾಜುಗಳನ್ನು ಒಡೆದು ಹಾಕಿದ್ದಾರೆ. ಬಿಸಿಯೂಟದ ಅಡುಗೆ ಕೋಣೆಯ ಬೀಗ ಮುರಿದು ದವಸ ಧಾನ್ಯಗಳನ್ನು ಚೆಲ್ಲಿದ್ದಾರೆ. ಈ ಕೃತ್ಯದಿಂದ ಶಾಲೆಯ ಮಕ್ಕಳ ಕಲಿಕೆಗೆ ತೊಂದರೆಯಾಗಿದೆ. [227, 1803, 449, 1898]
tender-cell: 2000 [1336, 2188, 1431, 2204]
tender-cell: 2000 [1336, 2295, 1431, 2311]
tender-cell: ವಿಕಲ ಚೇತನರು [1278, 2188, 1336, 2204]
tender-cell: 3 [783, 2265, 831, 2280]
tender-cell: 25000 [977, 2204, 1115, 2219]
registration-dot-black-2 [582, 2426, 595, 2439]
story4-headline: ಕಿಡಿಗೇಡಿಗಳಿಂದ ಶಾಲೆ ಧ್ವಂಸ : ಗ್ರಾಮಸ್ಥರಿಂದ ಆಕ್ರೋಶ [8, 1496, 571, 1534]
tender-cell: ಬಸ್ಟ್ಯಾಂಡ್ ಹತ್ತಿರ [887, 2204, 977, 2219]
story3-col3: ಅವರು ಪಾವತಿಸಿರುವ ವಂತಿಕೆಯನ್ನು ಮತ್ತು ಆ ಅವಧಿಗೆ ಉಳಿತಾಯ ಖಾತೆಗೆ ಪಾವತಿಸಲಾಗುವ ಬಡ್ಡಿಯೊಂದಿಗೆ ಹಿಂದಿರುಗಿಸಲಾಗುತ್ತದೆ. 10 ವರ್ಷ ಅಥವಾ ಅದಕ್ಕಿಂತ ಹೆಚ್ಚು ಅವಧಿಯ ನಂತರ ಯೋಜನೆಯಿಂದ ನಿರ್ಗಮಿಸಿದರೆ, ಪಾವತಿಸಿದ ವಂತಿಕೆಯೊಂದಿಗೆ ಪಿಂಚಣಿ ನಿಧಿಯು ಗಳಿಸಿದ ಸಂಚಿತ ಬಡ್ಡಿಯನ್ನು ಸೇರಿಸಿ ಹಿಂದಿರುಗಿಸಲಾಗುತ್ತದೆ. ಫಲಾನುಭವಿಯು ನಿಯಮಿತ ವಂತಿಕೆ ಪಾವತಿಸಿ ಆಕಸ್ಮಿಕವಾಗಿ ಮರಣ ಹೊಂದಿದಲ್ಲಿ ಅವರ ಪತಿ/ಪತ್ನಿ ವಂತಿಕೆಯನ್ನು ಮುಂದುವರೆಸಲು ಅರ್ಹರಿರುತ್ತಾರೆ. ಪಿಂಚಣಿ ಆರಂಭವಾದ ನಂತರ ಫಲಾನುಭವಿ ಮರಣ ಹೊಂದಿದರೆ ಸಂಗಾತಿಯು ಶೇ.50 ರಷ್ಟು ಕುಟುಂಬ ಪಿಂಚಣಿ ಪಡೆಯಲು ಅರ್ಹರಾಗಿರುತ್ತಾರೆ. ಹೆಚ್ಚಿನ ಮಾಹಿತಿಗಾಗಿ ಕಾರ್ಮಿಕರು ಹತ್ತಿರದ "ಕಾಮನ್ ಸರ್ವೀಸ್ ಸೆಂಟರ್" ಗಳಿಗೆ ಭೇಟಿ ನೀಡಬಹುದು. ಜಿಲ್ಲೆಯ ಎಲ್ಲಾ ಅರ್ಹ ಅಸಂಘಟಿತ ಕಾರ್ಮಿಕರು ಈ ಯೋಜನೆಯ ಸದುಪಯೋಗ ಪಡೆದುಕೊಳ್ಳಬೇಕೆಂದು ಕಾರ್ಮಿಕ ಇಲಾಖೆ ಪ್ರಕಟಣೆಯಲ್ಲಿ ತಿಳಿಸಿದೆ. [1241, 966, 1504, 1261]
tender-cell: 2 [783, 2097, 831, 2112]
tender-cell: 50000 [977, 2158, 1115, 2173]
lead-col4: ಅಹಿಂಸೆಯ ಹಾದಿಯಲ್ಲಿ ನಡೆದ ಹೋರಾಟದ ಇಂತಹ ದಿಕ್ಕನ್ನು ಇಂದಿನ ಯುವಕರು ತಿಳಿಯಬೇಕು. ಸ್ವಾತಂತ್ರ್ಯ ಹೋರಾಟಗಾರರ ತ್ಯಾಗವನ್ನು ನೆನಪಿಸುವ ಈ ನಾಟಕ ನಮ್ಮೊಳಗಿನ ಗಾಂಧಿಯನ್ನು ಎಚ್ಚರಿಸುತ್ತದೆ. ಲೇಖಕ, ನಿರ್ದೇಶಕರ ಚಿಂತನೆಯ ಸಾರ ಗಾಂಧಿ ವಿಚಾರಧಾರೆಯ ಬಗ್ಗೆ ಆಳವಾದ ಅಧ್ಯಯನ ನಡೆಸಿದ ಲೇಖಕರು ಮತ್ತು ರಂಗ ನಿರ್ದೇಶಕರು ಈ ಪ್ರಯೋಗವನ್ನು ರೂಪಿಸಿದ್ದಾರೆ. ಮಹಾತ್ಮರ ಆತ್ಮಕಥೆಯ ಪುಟಗಳು, ಪತ್ರಗಳು ಹಾಗೂ ಭಾಷಣಗಳನ್ನು ಆಧರಿಸಿ ಸಂಭಾಷಣೆ ರಚಿಸಲಾಗಿದೆ. ರಂಗಕರ್ಮಿಗಳ ತಂಡ ಹಲವು ತಿಂಗಳ ಪರಿಶ್ರಮದಿಂದ ತಾಲೀಮು ನಡೆಸಿ ಪ್ರದರ್ಶನ ಸಿದ್ಧಪಡಿಸಿದೆ. ಗ್ರಾಮೀಣ ಭಾಗದ ಕಲಾವಿದರಿಗೂ ಅವಕಾಶ ಕಲ್ಪಿಸಿರುವುದು ಈ ಪ್ರಯೋಗದ ವಿಶೇಷ. ನಾಟಕದ ಪ್ರತಿಯೊಂದು ದೃಶ್ಯವೂ ಚಿತ್ರಕಲೆಯಂತೆ ಸಂಯೋಜಿಸಲಾಗಿದೆ. ರಂಗ ಮೇಳ,ರಂಗದ ಹಿಂದೆ-ಮುಂದೆ ನಾಟಕದ ಪಾತ್ರವರ್ಗದಲ್ಲಿ ಗಾಂಧಿ ಪಾತ್ರದಾರಿ, ಕಸ್ತೂರ್ಬಾ, ಭೀಮ್, ಅಜಯ್, ಬಸವರಾಜ, ಶ್ರೀಕಾಂತ್, ಪ್ರವೀಣ್, ದರ್ಶನ್ ಸೇರಿದಂತೆ ಹಲವು ಕಲಾವಿದರು ಅಭಿನಯಿಸಿದ್ದಾರೆ. ಸಂಗೀತ, ಬೆಳಕು ಹಾಗೂ ರಂಗಸಜ್ಜಿಕೆ ನಿರ್ವಹಣೆ ತಂಡದ ಶ್ರಮ ಪ್ರಶಂಸನೀಯ. [1047, 135, 1270, 549]
tender-cell [1431, 2295, 1497, 2311]
tender-cell: 12X 08 [831, 2188, 887, 2204]
tender-cell: 25000 [977, 2051, 1115, 2066]
tender-cell: 50000 [977, 2265, 1115, 2280]
registration-dot-cyan-2 [529, 2426, 542, 2439]
tender-row [756, 2158, 1497, 2173]
tender-cell: 3250 (GST 18% ಪ್ರತ್ಯೇಕ) [1115, 2326, 1278, 2341]
tender-cell: 3250 (GST 18% ಪ್ರತ್ಯೇಕ) [1115, 2295, 1278, 2311]
story5-headline: ವಿವೇಕಾನಂದರ ಚಿಂತನೆಗಳು ಪ್ರಸ್ತುತ ಸಮಾಜಕ್ಕೆ ಅಗತ್ಯ [8, 1961, 559, 1999]
tender-cell: 14 [756, 2250, 783, 2265]
tender-cell: ಪ.ಪಂ. [1278, 2204, 1336, 2219]
tender-cell: 4 [783, 2280, 831, 2295]
tender-cell: 21.01.2026 [1431, 2219, 1497, 2234]
story4-photo [8, 1547, 449, 1794]
tender-cell: 16 [756, 2280, 783, 2295]
tender-body: ಮೇಲ್ಕಂಡ ಉಲ್ಲೇಖಗಳ ಅನ್ವಯ ತೋರಣಗಲ್ಲು ಗ್ರಾಮ ಪಂಚಾಯಿತಿ ವ್ಯಾಪ್ತಿಯಲ್ಲಿರುವ ಅಂಗಡಿ ಮಳಿಗೆಗಳನ್ನು ಬಾಡಿಗೆ ಆಧಾರದ ಮೇಲೆ ನೀಡಲು ದಿನಾಂಕ:22.01.2026 ರಂದು ಬೆಳಿಗ್ಗೆ 11.00 ಗಂಟೆಗೆ ಗ್ರಾಮ ಪಂಚಾಯಿತಿ ಕಾರ್ಯಾಲಯದ ಆವರಣದಲ್ಲಿ ಬಹಿರಂಗ ಹರಾಜು ನಡೆಸಲಾಗುವುದು. [755, 1978, 1483, 2001]
tender-cell: 2000 [1336, 2158, 1431, 2173]
tender-cell [1431, 2097, 1497, 2112]
author-block [1279, 696, 1504, 805]
tender-row [756, 2341, 1497, 2357]
tender-cell [1431, 2280, 1497, 2295]
tender-cell: ಬೃಹತ್ ಮಳಿಗೆ [887, 2066, 977, 2082]
tender-row [756, 2250, 1497, 2265]
story3-subhead-eligibility: ಅರ್ಹತೆ: [742, 1346, 778, 1361]
tender-cell: 19 [756, 2326, 783, 2341]
tender-cell: 12X 08 [831, 2250, 887, 2265]
tender-row [756, 2280, 1497, 2295]
tender-cell: 3 [783, 2112, 831, 2127]
tender-cell [1431, 2204, 1497, 2219]
tender-cell: 40000 [977, 2173, 1115, 2188]
tender-cell: 2000 [1336, 2265, 1431, 2280]
tender-cell: 4 [756, 2097, 783, 2112]
tender-cell: 5 [756, 2112, 783, 2127]
tender-office: ಗ್ರಾಮ ಪಂಚಾಯಿತಿ ಕಾರ್ಯಾಲಯ, ತೋರಣಗಲ್ಲು [1004, 1856, 1248, 1873]
story3-col1: ಬಳ್ಳಾರಿ.ಜ.19: ಜಿಲ್ಲೆಯ ಎಲ್ಲಾ ಅಸಂಘಟಿತ ವಲಯದ ಕಾರ್ಮಿಕರಿಗೆ ಪಿಂಚಣಿ ಸೌಲಭ್ಯವನ್ನು ಒದಗಿಸುವ ಉದ್ದೇಶದಿಂದ ಕೇಂದ್ರ ಸರ್ಕಾರದ ಪ್ರಧಾನ ಮಂತ್ರಿ ಶ್ರಮಯೋಗಿ ಮಾನ್-ಧನ್ (ಪಿ.ಎಂ.-ಎಸ್.ವೈ.ಎಂ) ಪಿಂಚಣಿ ಯೋಜನೆಯಡಿ ಕಾರ್ಮಿಕರನ್ನು ನೋಂದಾಯಿಸಲು ವಿಶೇಷ ನೋಂದಣಿ ಅಭಿಯಾನವನ್ನು ಹಮ್ಮಿಕೊಳ್ಳಲಾಗಿದೆ ಎಂದು ಜಿಲ್ಲಾ ಕಾರ್ಮಿಕ ಅಧಿಕಾರಿ ತಿಳಿಸಿದ್ದಾರೆ. ನಗರ ಪ್ರದೇಶಗಳಲ್ಲಿ ಫೆ.15 ರ ವರೆಗೆ ಹಾಗೂ ಗ್ರಾಮೀಣ ಪ್ರದೇಶಗಳಲ್ಲಿ ಫೆ.16 ರಿಂದ ಮಾ.15 ರವರೆಗೆ ವಿಶೇಷ ನೋಂದಣಿ ಅಭಿಯಾನವನ್ನು ಹಮ್ಮಿಕೊಳ್ಳಲಾಗಿದೆ. ಗೃಹ ಆಧಾರಿತ ಕಾರ್ಮಿಕರು, ಬೀದಿ ಬದಿ ವ್ಯಾಪಾರಿಗಳು, ಬಿಸಿಯೂಟ ತಯಾರಕರು, ಹಮಾಲರು, ಇಟ್ಟಿಗೆ ಭಟ್ಟಿ ಕಾರ್ಮಿಕರು, ಚಮ್ಮಾರರು, ಚಿಂದಿ ಆಯುವವರು, ಮನೆ ಕೆಲಸದವರು, ಅಗಸರು, ರಿಕ್ಷಾ ಚಾಲಕರು, ಭೂರಹಿತ ಕಾರ್ಮಿಕರು, ಸ್ವಂತ ಉದ್ಯೋಗಿಗಳು, ಕೃಷಿ ಕಾರ್ಮಿಕರು, ಕಟ್ಟಡ ನಿರ್ಮಾಣ ಕಾರ್ಮಿಕರು, ಬೀಡಿ ಕಾರ್ಮಿಕರು, ಕೈಮಗ್ಗ ಕಾರ್ಮಿಕರು, ಚರ್ಮೋದ್ಯಮ ಕಾರ್ಮಿಕರು ಸೇರಿದಂತೆ ವಿವಿಧ ವರ್ಗದ ಕಾರ್ಮಿಕರು ಈ ಯೋಜನೆಗೆ ಅರ್ಹರಾಗಿರುತ್ತಾರೆ. ಅರ್ಹತೆ: ಯೋಜನೆಗೆ ಸೇರಲು ಬಯಸುವ ಅಸಂಘಟಿತ ಕಾರ್ಮಿಕರು, 18 ರಿಂದ 40 ವಯೋಮಾನದವರಾಗಿದ್ದು, ಮಾಸಿಕ ಆದಾಯ ರೂ.15,000 ಅಥವಾ ಅದಕ್ಕಿಂತ ಕಡಿಮೆ [742, 986, 981, 1421]
section-divider [8, 813, 1504, 815]
tender-cell: 15 [756, 2265, 783, 2280]
registration-dot-magenta-3 [1451, 2426, 1464, 2439]
tender-phone: 9480855359, [755, 1892, 846, 1906]
lead-col3: ಎಚ್ಚರಿಸುತ್ತದೆ. ರಘುಪತಿ ರಾಘವ ರಾಜಾರಾಮ್ ಎಂಬ ಹಾಡು ಪ್ರೇಕ್ಷಕರ ಮನಸ್ಸನ್ನು ಗಾಂಧಿ ಯುಗಕ್ಕೆ ಕೊಂಡೊಯ್ಯುತ್ತದೆ. ವೈಷ್ಣವ ಜನತೋ ಹಾಡಿನ ಜೊತೆ ಗಾಂಧಿ ಪಾತ್ರ ವೇದಿಕೆಗೆ ಬರುವಾಗ ಸಭಾಂಗಣದಲ್ಲಿ ನಿಶ್ಶಬ್ದ ಮೌನ ಆವರಿಸುತ್ತದೆ. ಬೆಳಕಿನ ವಿನ್ಯಾಸ ಹಾಗೂ ಧ್ವನಿ ಸಂಯೋಜನೆ ದೃಶ್ಯಗಳಿಗೆ ಹೊಸ ಅರ್ಥ ನೀಡುತ್ತದೆ. ಮಹಾತ್ಮರ ಬಾಲ್ಯ, ದಕ್ಷಿಣ ಆಫ್ರಿಕಾದ ಅನುಭವ, ಚಂಪಾರಣ್ಯ ಸತ್ಯಾಗ್ರಹ, ದಂಡಿ ಯಾತ್ರೆ ಹಾಗೂ ಸ್ವಾತಂತ್ರ್ಯ ಸಂಗ್ರಾಮದ ಘಟನೆಗಳು ಚಿತ್ರಿಕೆಯಂತೆ ಮೂಡಿ ಬರುತ್ತವೆ. ಇಂದಿನ ರಾಜಕೀಯ, ಭ್ರಷ್ಟಾಚಾರ ಹಾಗೂ ನೈತಿಕ ಕುಸಿತದ ನಡುವೆ ಗಾಂಧಿಯ ಮೌಲ್ಯಗಳು ಎಷ್ಟು ಅಗತ್ಯ ಎಂಬುದನ್ನು ನಾಟಕ ಪ್ರಶ್ನಿಸುತ್ತದೆ. "ನಮ್ಮೊಳಗೊಬ್ಬ ಗಾಂಧಿ ಇದ್ದಾನೆಯೇ?" ಎಂಬ ಪ್ರಶ್ನೆ ಪ್ರೇಕ್ಷಕರನ್ನು ಚಿಂತನೆಗೆ ಹಚ್ಚುತ್ತದೆ. ಜಾತಿ, ಧರ್ಮ, ಭಾಷೆಯ ಹೆಸರಿನಲ್ಲಿ ವಿಭಜನೆಗೊಂಡ ಸಮಾಜಕ್ಕೆ ಗಾಂಧಿಯ ಸಂದೇಶ ಇಂದಿಗೂ ಪ್ರಸ್ತುತ. ನಾಟಕದ ಕೊನೆಯಲ್ಲಿ ಎಲ್ಲ ಪಾತ್ರಗಳು ಒಂದಾಗಿ ಗಾಂಧಿ ಮಾರ್ಗವನ್ನು ಅನುಸರಿಸುವ ಸಂಕಲ್ಪ ಮಾಡುವುದು ಮನಮುಟ್ಟುತ್ತದೆ. ನಾವು ಎಲ್ಲಿ ಹೋಗುತ್ತಿದ್ದೇವೆ? ಎಂಬ ಪ್ರಶ್ನೆಯೊಂದಿಗೆ ನಾಟಕ ಸಮಾರೋಪಗೊಳ್ಳುತ್ತದೆ. ನಾಟಕದ ಸೊಗಸೇ ಅದರ ಸಂಗೀತತೆ ಗಾಂಧೀ ಭಜನೆ, ಪ್ರಾರ್ಥನೆ, ಶೌರಿ ಬಜನೆ ಹಾಗೂ ಹೆಗಲೆಗೆಲ್ಲೆ ಗಾಗಿ ಮೂಡಿ ಬರುವ ಹಾಡುಗಳು ನಾಟಕದ ಜೀವಾಳ. [820, 135, 1039, 629]
tender-col-header: ಮಳಿಗೆ ಸಂಖ್ಯೆ [783, 2016, 831, 2051]
tender-cell: ಬೃಹತ್ ಮಳಿಗೆ [887, 2158, 977, 2173]
registration-dot-cyan [12, 2426, 25, 2439]
tender-cell: 12X 08 [831, 2143, 887, 2158]
tender-cell [1431, 2311, 1497, 2326]
tender-cell: 9 [756, 2173, 783, 2188]
story3-byline: ಕನ್ನಡನಾಡು ವಾರ್ತೆ [742, 966, 824, 981]
tender-cell: 12X 08 [831, 2066, 887, 2082]
tender-cell [1431, 2265, 1497, 2280]
tender-cell: 4 [783, 2127, 831, 2143]
tender-row [756, 2326, 1497, 2341]
tender-cell: 2000 [1336, 2280, 1431, 2295]
story2-col1: ಕಂಪ್ಲಿ.ಜ.19: ಅರಿಷಡ್ವರ್ಗಗಳನ್ನು ಜಯಿಸಲು ಮತ್ತು ನಿಜ ಜೀವನ ಸಾಗಿಸಲು ಪುರಾಣ ಪ್ರವಚನಗಳು ಹಾಗೂ ಶಿವಾನುಭವಗಳು ಮಾನವನ ಜೀವನಕ್ಕೆ ಸಹಕಾರಿಯಾಗಲಿವೆ ಎಂದು ಸೋಮಸಮುದ್ರ ಜಗದ್ಗುರು ಕೊಟ್ಟೂರುಸ್ವಾಮಿ ಸಂಸ್ಥಾನ ಶಾಖಾಮಠದ ಪೀಠಾಧಿಪತಿ ಶ್ರೀಸಿದ್ಧಲಿಂಗ ಮಹಾಸ್ವಾಮಿ ಹೇಳಿದರು. ತಾಲೂಕಿನ ಗುರುಮಠದಲ್ಲಿ ಲಿಂಗೈಕ್ಯ ಗೊಗ್ಗ ಬಸಯ್ಯನವರ 42ನೇ ಪುಣ್ಯಸ್ಮರಣೆ ಹಾಗೂ ಉಜ್ಜಯಿನಿ ಶ್ರೀಸಿದ್ಧಲಿಂಗ ಜಗದ್ಗುರುಗಳ 90ನೇ ಪುಣ್ಯಸ್ಮರಣೆಯ ಅಂಗವಾಗಿ ಆಯೋಜಿಸಿದ್ದ ಧರ್ಮಸಭೆಯ ಸಾನ್ನಿಧ್ಯ ವಹಿಸಿ ಅವರು ಮಾತನಾಡಿದರು. [8, 1192, 237, 1406]
tender-cell: 2000 [1336, 2250, 1431, 2265]
tender-cell: 12X 08 [831, 2280, 887, 2295]
tender-cell: 2000 [1336, 2097, 1431, 2112]
story5-col2b [356, 2205, 527, 2419]
tender-col-header: ನಿಗದಿಪಡಿಸಿದ ಠೇವಣಿ ಮೊತ್ತ (ರೂ.ಗಳಲ್ಲಿ) [977, 2016, 1115, 2051]
tender-cell [1431, 2158, 1497, 2173]
tender-cell: 2000 [1336, 2051, 1431, 2066]
tender-row [756, 2295, 1497, 2311]
story3-subhead-registration: ನೋಂದಣಿ ವಿಧಾನ: [1122, 1046, 1205, 1061]
tender-row [756, 2112, 1497, 2127]
tender-cell: 50000 [977, 2234, 1115, 2250]
story4-caption: ಪುಂಡಪೋಕರಿಗಳ ಹಾವಳಿಗೆ ತುಂಡಾಗಿ ಹೆಣ್ಣಾಗಿದೆ. ಶಾಲೆಯ ಆವರಣದಲ್ಲಿ ದಾಖಲೆಗಳನ್ನು ಹರಿದು ಹಾಕಿ ಸಮವಸ್ತ್ರ, ಬಿಸಿಯೂಟದ ಸಾಮಗ್ರಿಗಳನ್ನು ದ್ವಂಸ ಮಾಡಲಾಗಿದ್ದು ಶಾಲೆಯ ಆಸ್ತಿಗೆ ಹಾನಿ ಮಾಡಿರುವ ದೃಶ್ಯ. [461, 1553, 710, 1620]
tender-cell: ಬಸ್ಟ್ಯಾಂಡ್ ಹತ್ತಿರ [887, 2265, 977, 2280]
tender-row [756, 2219, 1497, 2234]
tender-cell: ಬಸ್ಟ್ಯಾಂಡ್ ಹತ್ತಿರ [887, 2326, 977, 2341]
lead-col2a: ಸೂಕ್ಷ್ಮವಾಗಿ ಪ್ರತಿಬಿಂಬಿಸುತ್ತದೆ. ಗಾಂಧಿಯನ್ನು ಬದುಕಿನೊಳಗೆ ಹುಡುಕುವ ಪ್ರಯತ್ನವೇ ನಮ್ಮೊಳಗೊಬ್ಬ ಗಾಂಧಿ ನಾಟಕದ ಮೂಲ ಆಶಯ. ಈ ನಾಟಕದಲ್ಲಿ ಗಾಂಧಿ ಪಾತ್ರ ವೇದಿಕೆಗೆ ಬರುವ ಮುನ್ನವೇ ಪ್ರೇಕ್ಷಕರ ಮನಸ್ಸಿನೊಳಗೆ ಪ್ರವೇಶಿಸುತ್ತದೆ. ಕಣ್ಣು ತೆರೆಯುವ ಬೆಳಕಿನ ವಿನ್ಯಾಸ, ಸಂಗೀತ ಹಾಗೂ ರಂಗಸಜ್ಜಿಕೆ ನಾಟಕವನ್ನು ಇನ್ನಷ್ಟು ಶಕ್ತಿಶಾಲಿಯಾಗಿಸುತ್ತದೆ. ಗಾಂಧಿ ನಮ್ಮೊಳಗಿದ್ದಾರೆಯೇ? ಎಂಬ ಪ್ರಶ್ನೆ ಹಾಕುತ್ತದೆ. [257, 423, 528, 558]
tender-col-header: ಕ್ರ. ಸಂ [756, 2016, 783, 2051]
tender-cell [1431, 2051, 1497, 2066]
tender-cell: 40000 [977, 2188, 1115, 2204]
tender-cell: 2000 [1336, 2311, 1431, 2326]
tender-cell: ಬೃಹತ್ ಮಳಿಗೆ [887, 2082, 977, 2097]
tender-cell: 4 [783, 2341, 831, 2357]
lead-subhead-4: ರಂಗಾಯಣ ಶಿವಮೊಗ್ಗ [1279, 255, 1371, 270]
tender-contact-line [755, 1891, 1497, 1909]
story2-col2: ಭಕ್ತಿ, ಜ್ಞಾನ ಮತ್ತು ಅನುಭವಗಳ ಸಮನ್ವಯವೇ ಮಾನವನನ್ನು ಸದ್ಗತಿಗೆ ಕರೆದೊಯ್ಯುತ್ತದೆ ಎಂದು ತಿಳಿಸಿದರು. ಕಾರ್ಯಕ್ರಮದ ಅಧ್ಯಕ್ಷತೆಯನ್ನು ವಹಿಸಿದ್ದ ಗ್ರಾಮದ ಮುಖಂಡರು ಮಾತನಾಡಿ, ಮಠಗಳು ಸಮಾಜದ ಧಾರ್ಮಿಕ ಹಾಗೂ ಸಾಂಸ್ಕೃತಿಕ ಕೇಂದ್ರಗಳಾಗಿವೆ. ಇಂತಹ ಕಾರ್ಯಕ್ರಮಗಳು ಯುವ ಪೀಳಿಗೆಗೆ ಸಂಸ್ಕಾರ ನೀಡುತ್ತವೆ ಎಂದರು. ಸಮಾರಂಭದಲ್ಲಿ ವಿವಿಧ ಮಠಾಧೀಶರು, ಗ್ರಾಮದ ಹಿರಿಯರು ಹಾಗೂ ನೂರಾರು ಭಕ್ತರು ಪಾಲ್ಗೊಂಡಿದ್ದರು. [247, 1172, 480, 1346]
tender-col-header: ಮಳಿಗೆ ವಿಸ್ತೀರ್ಣ [831, 2016, 887, 2051]
tender-cell: 2000 [1336, 2326, 1431, 2341]
story3-divider [733, 820, 735, 1825]
tender-cell: ಸಾಮಾನ್ಯ [1278, 2219, 1336, 2234]
tender-cell: 5 [783, 2051, 831, 2066]
